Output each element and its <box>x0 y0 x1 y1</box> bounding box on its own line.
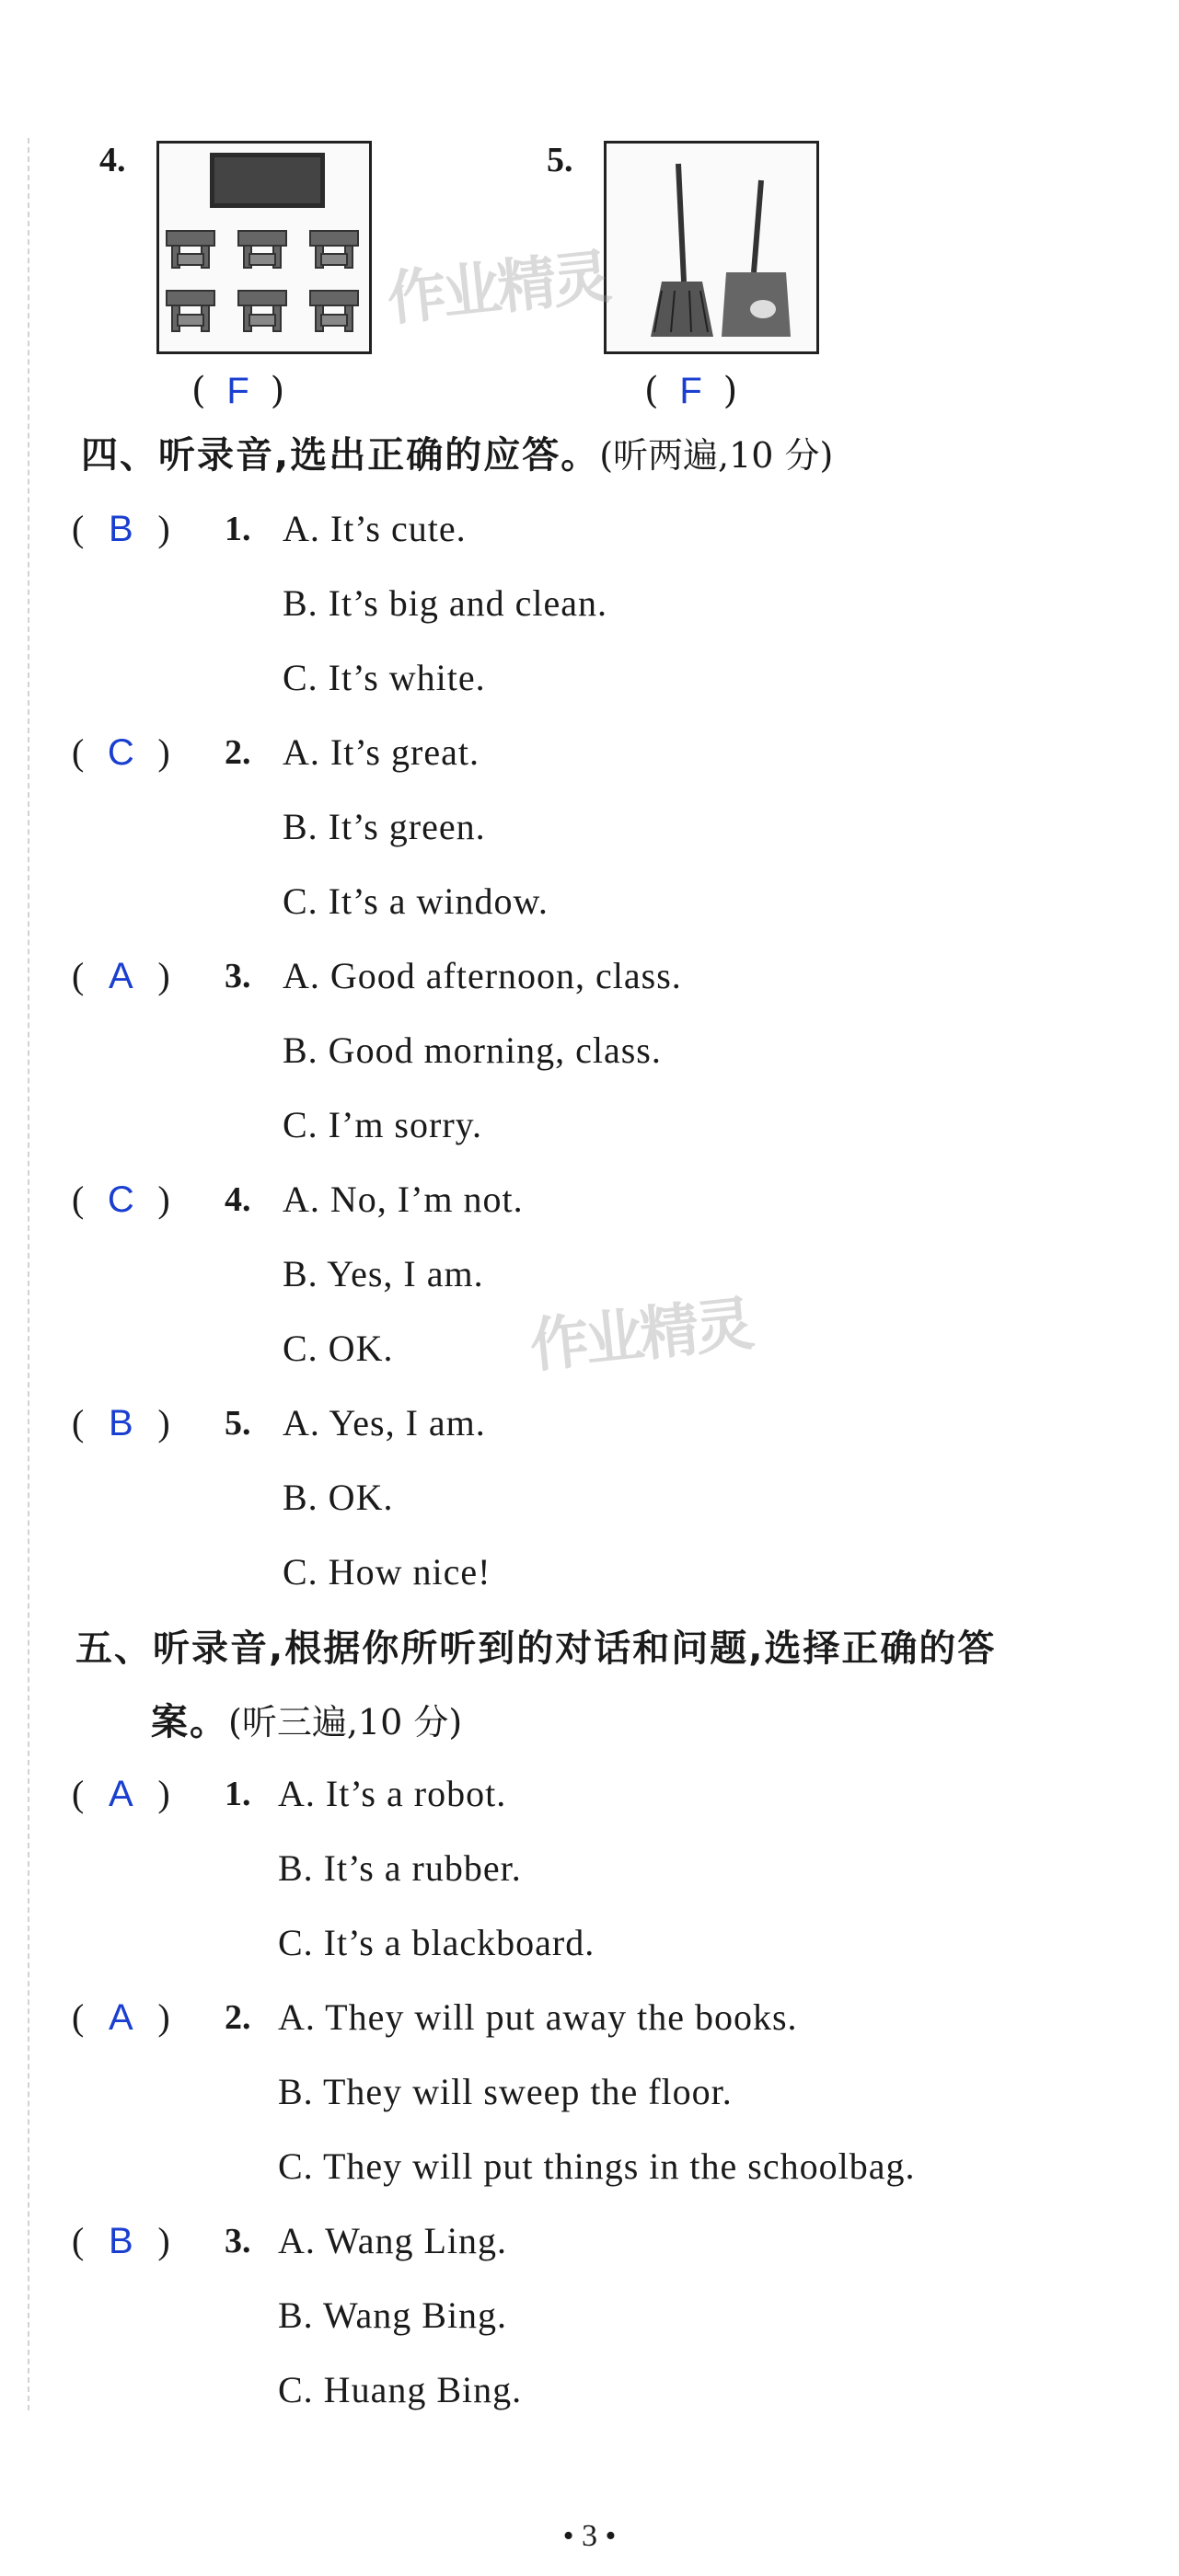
classroom-picture <box>156 141 372 354</box>
question-row <box>0 723 1179 797</box>
answer-mark: C <box>107 1179 134 1220</box>
option-b: B. Yes, I am. <box>283 1253 484 1294</box>
option-c: C. OK. <box>283 1328 394 1369</box>
option-c: C. They will put things in the schoolbag. <box>278 2145 916 2187</box>
option-b: B. It’s green. <box>283 806 486 847</box>
answer-mark: A <box>108 1997 133 2038</box>
option-a: A. It’s a robot. <box>278 1773 507 1814</box>
answer-mark: C <box>107 732 134 773</box>
section-5-title-cont <box>151 1693 462 1745</box>
option-row <box>0 1468 1179 1542</box>
question-number: 4. <box>225 1180 251 1219</box>
watermark: 作业精灵 <box>384 243 611 335</box>
option-a: A. Yes, I am. <box>283 1402 486 1443</box>
option-a: A. They will put away the books. <box>278 1996 798 2038</box>
option-row <box>0 1096 1179 1169</box>
watermark: 作业精灵 <box>526 1290 754 1382</box>
question-number: 3. <box>225 2222 251 2260</box>
answer-mark: A <box>108 956 133 996</box>
question-number: 2. <box>225 733 251 772</box>
option-a: A. It’s cute. <box>283 508 467 549</box>
answer-bracket: ( B ) <box>72 508 170 549</box>
answer-mark: F <box>679 371 702 411</box>
option-row <box>0 2063 1179 2136</box>
answer-mark: B <box>108 2221 133 2261</box>
answer-bracket: ( A ) <box>72 1996 170 2038</box>
option-a: A. It’s great. <box>283 731 480 773</box>
option-row <box>0 1914 1179 1987</box>
section-4-title <box>81 426 833 478</box>
option-c: C. I’m sorry. <box>283 1104 483 1145</box>
option-a: A. No, I’m not. <box>283 1179 524 1220</box>
option-row <box>0 574 1179 648</box>
option-b: B. It’s big and clean. <box>283 582 608 624</box>
picture-item-number: 4. <box>99 141 126 179</box>
option-c: C. It’s white. <box>283 657 486 698</box>
option-row <box>0 872 1179 946</box>
answer-bracket: ( A ) <box>72 955 170 996</box>
picture-item-number: 5. <box>547 141 573 179</box>
option-b: B. Wang Bing. <box>278 2294 508 2336</box>
option-a: A. Good afternoon, class. <box>283 955 682 996</box>
option-b: B. They will sweep the floor. <box>278 2071 733 2112</box>
answer-mark: A <box>108 1774 133 1814</box>
option-b: B. Good morning, class. <box>283 1029 662 1071</box>
option-row <box>0 2286 1179 2360</box>
option-row <box>0 1839 1179 1913</box>
answer-bracket: ( C ) <box>72 731 170 773</box>
option-row <box>0 1245 1179 1318</box>
section-5-note: (听三遍,10 分) <box>228 1702 463 1742</box>
option-row <box>0 1319 1179 1393</box>
broom-picture <box>604 141 819 354</box>
option-b: B. It’s a rubber. <box>278 1847 522 1889</box>
question-row <box>0 947 1179 1020</box>
option-row <box>0 1543 1179 1616</box>
broom-dustpan-icon <box>607 144 816 351</box>
question-row <box>0 500 1179 573</box>
question-number: 2. <box>225 1998 251 2037</box>
option-c: C. Huang Bing. <box>278 2369 523 2410</box>
answer-bracket: ( B ) <box>72 1402 170 1443</box>
classroom-desks-icon <box>159 144 369 351</box>
option-c: C. It’s a blackboard. <box>278 1922 595 1963</box>
question-number: 3. <box>225 957 251 995</box>
section-5-heading-end: 案。 <box>151 1701 228 1743</box>
answer-bracket: ( B ) <box>72 2220 170 2261</box>
option-row <box>0 798 1179 871</box>
question-row <box>0 1394 1179 1467</box>
question-row <box>0 1170 1179 1244</box>
option-row <box>0 2137 1179 2211</box>
answer-mark: F <box>226 371 249 411</box>
question-row <box>0 2212 1179 2285</box>
answer-mark: B <box>108 509 133 549</box>
option-row <box>0 649 1179 722</box>
option-row <box>0 2361 1179 2434</box>
question-number: 1. <box>225 510 251 548</box>
question-number: 1. <box>225 1775 251 1813</box>
question-row <box>0 1988 1179 2062</box>
option-row <box>0 1021 1179 1095</box>
option-a: A. Wang Ling. <box>278 2220 508 2261</box>
section-4-heading: 四、听录音,选出正确的应答。 <box>81 434 600 477</box>
section-5-title: 五、听录音,根据你所听到的对话和问题,选择正确的答 <box>75 1627 997 1670</box>
question-row <box>0 1765 1179 1838</box>
option-c: C. How nice! <box>283 1551 491 1593</box>
page-number: • 3 • <box>562 2519 617 2553</box>
picture-answer-5: ( F ) <box>644 370 738 412</box>
section-4-note: (听两遍,10 分) <box>599 435 834 476</box>
question-number: 5. <box>225 1404 251 1443</box>
option-c: C. It’s a window. <box>283 880 549 922</box>
picture-answer-4: ( F ) <box>191 370 285 412</box>
answer-bracket: ( C ) <box>72 1179 170 1220</box>
answer-bracket: ( A ) <box>72 1773 170 1814</box>
option-b: B. OK. <box>283 1477 394 1518</box>
answer-mark: B <box>108 1403 133 1443</box>
